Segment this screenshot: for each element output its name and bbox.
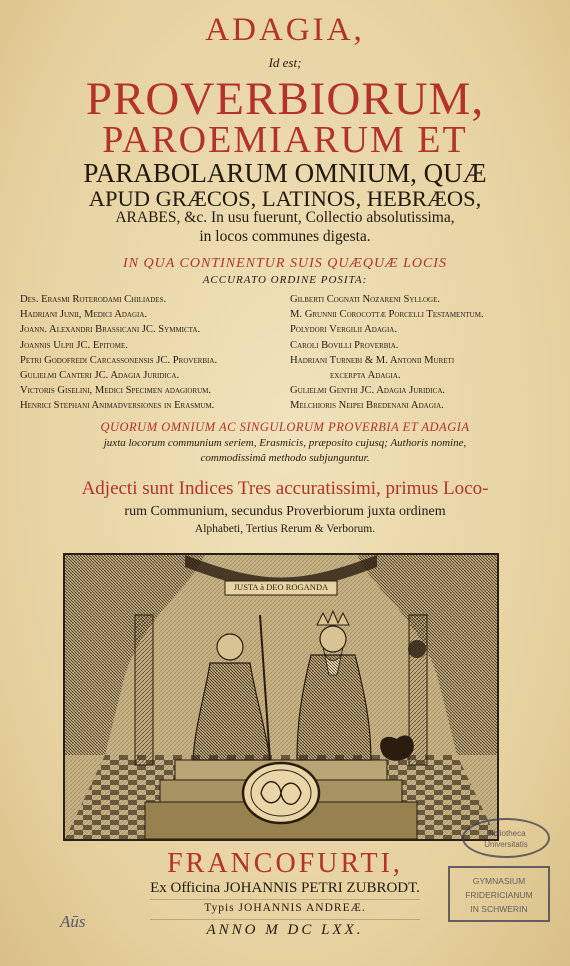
handwritten-note: Aūs — [60, 912, 86, 931]
arabes-text: ARABES, &c. In usu fuerunt, Collectio absolutissima, — [115, 209, 455, 226]
intro-text-2: ACCURATO ORDINE POSITA: — [202, 274, 368, 286]
contents-left-item: Joannis Ulpii JC. Epitome. — [20, 339, 128, 351]
stamp-rect-line-2: FRIDERICIANUM — [465, 890, 533, 900]
library-stamp-round — [462, 818, 550, 858]
indices-line-1 — [0, 478, 570, 500]
paroemiarum-text: PAROEMIARUM ET — [102, 119, 468, 161]
indices-text-1: Adjecti sunt Indices Tres accuratissimi, primus Loco- — [81, 478, 489, 499]
contents-right-item: Caroli Bovilli Proverbia. — [290, 339, 399, 351]
parabolarum-text: PARABOLARUM OMNIUM, QUÆ — [83, 158, 487, 188]
imprint-rule-bottom — [150, 919, 420, 920]
quorum-line-3 — [0, 452, 570, 464]
stamp-rect-line-3: IN SCHWERIN — [470, 904, 528, 914]
title-line-adagia: ADAGIA, — [205, 12, 365, 48]
in-locos-text: in locos communes digesta. — [199, 228, 371, 245]
title-arabes — [0, 209, 570, 227]
quorum-line-1 — [0, 420, 570, 435]
title-paroemiarum — [0, 118, 570, 162]
indices-line-2 — [0, 504, 570, 520]
quorum-text-2: juxta locorum communium seriem, Erasmicis, præposito cujusq; Authoris nomine, — [103, 437, 467, 449]
contents-left-item: Henrici Stephani Animadversiones in Erasmum. — [20, 400, 215, 412]
contents-left-item: Hadriani Junii, Medici Adagia. — [20, 309, 148, 321]
intro-line-2 — [0, 274, 570, 286]
indices-line-3 — [0, 523, 570, 535]
title-parabolarum — [0, 158, 570, 189]
title-in-locos — [0, 228, 570, 246]
frontispiece-engraving — [63, 553, 499, 841]
engraving-illustration — [65, 555, 497, 839]
contents-right-item: excerpta Adagia. — [330, 369, 401, 381]
engraving-banner-text: JUSTA à DEO ROGANDA — [233, 582, 329, 592]
apud-graecos-text: APUD GRÆCOS, LATINOS, HEBRÆOS, — [88, 186, 482, 211]
stamp-rect-line-1: GYMNASIUM — [472, 876, 526, 886]
imprint-city-text: FRANCOFURTI, — [167, 848, 403, 879]
imprint-typis-text: Typis JOHANNIS ANDREÆ. — [204, 902, 366, 914]
imprint-officina-text: Ex Officina JOHANNIS PETRI ZUBRODT. — [150, 880, 420, 896]
proverbiorum-text: PROVERBIORUM, — [85, 73, 485, 125]
contents-left-item: Victoris Giselini, Medici Specimen adagiorum. — [20, 385, 212, 397]
indices-text-3: Alphabeti, Tertius Rerum & Verborum. — [194, 523, 376, 535]
imprint-rule-top — [150, 899, 420, 900]
title-adagia — [0, 12, 570, 49]
id-est-text: Id est; — [268, 55, 302, 70]
contents-left-item: Des. Erasmi Roterodami Chiliades. — [20, 294, 167, 305]
stamp-round-line-1: Bibliotheca — [486, 829, 526, 838]
contents-left-column — [20, 292, 217, 414]
stamp-round-line-2: Universitatis — [484, 840, 528, 849]
quorum-line-2 — [0, 437, 570, 449]
library-stamp-rectangular — [448, 866, 550, 922]
intro-text-1: IN QUA CONTINENTUR SUIS QUÆQUÆ LOCIS — [123, 256, 447, 271]
indices-text-2: rum Communium, secundus Proverbiorum juxta ordinem — [124, 504, 446, 519]
contents-right-column — [290, 292, 484, 414]
contents-right-item: M. Grunnii Corocottæ Porcelli Testamentum. — [290, 309, 484, 321]
quorum-text-3: commodissimâ methodo subjunguntur. — [200, 452, 370, 464]
contents-right-item: Gulielmi Genthi JC. Adagia Juridica. — [290, 385, 446, 397]
contents-right-item: Polydori Vergilii Adagia. — [290, 324, 397, 336]
contents-right-item: Melchioris Neipei Bredenani Adagia. — [290, 400, 444, 412]
contents-right-item: Gilberti Cognati Nozareni Sylloge. — [290, 294, 441, 305]
imprint-year-text: ANNO M DC LXX. — [206, 922, 364, 938]
contents-left-item: Joann. Alexandri Brassicani JC. Symmicta. — [20, 324, 201, 336]
contents-right-item: Hadriani Turnebi & M. Antonii Mureti — [290, 354, 455, 366]
quorum-text-1: QUORUM OMNIUM AC SINGULORUM PROVERBIA ET ADAGIA — [100, 420, 470, 434]
intro-line-1 — [0, 256, 570, 272]
contents-left-item: Petri Godofredi Carcassonensis JC. Proverbia. — [20, 354, 218, 366]
title-id-est — [0, 55, 570, 71]
contents-left-item: Gulielmi Canteri JC. Adagia Juridica. — [20, 369, 180, 381]
